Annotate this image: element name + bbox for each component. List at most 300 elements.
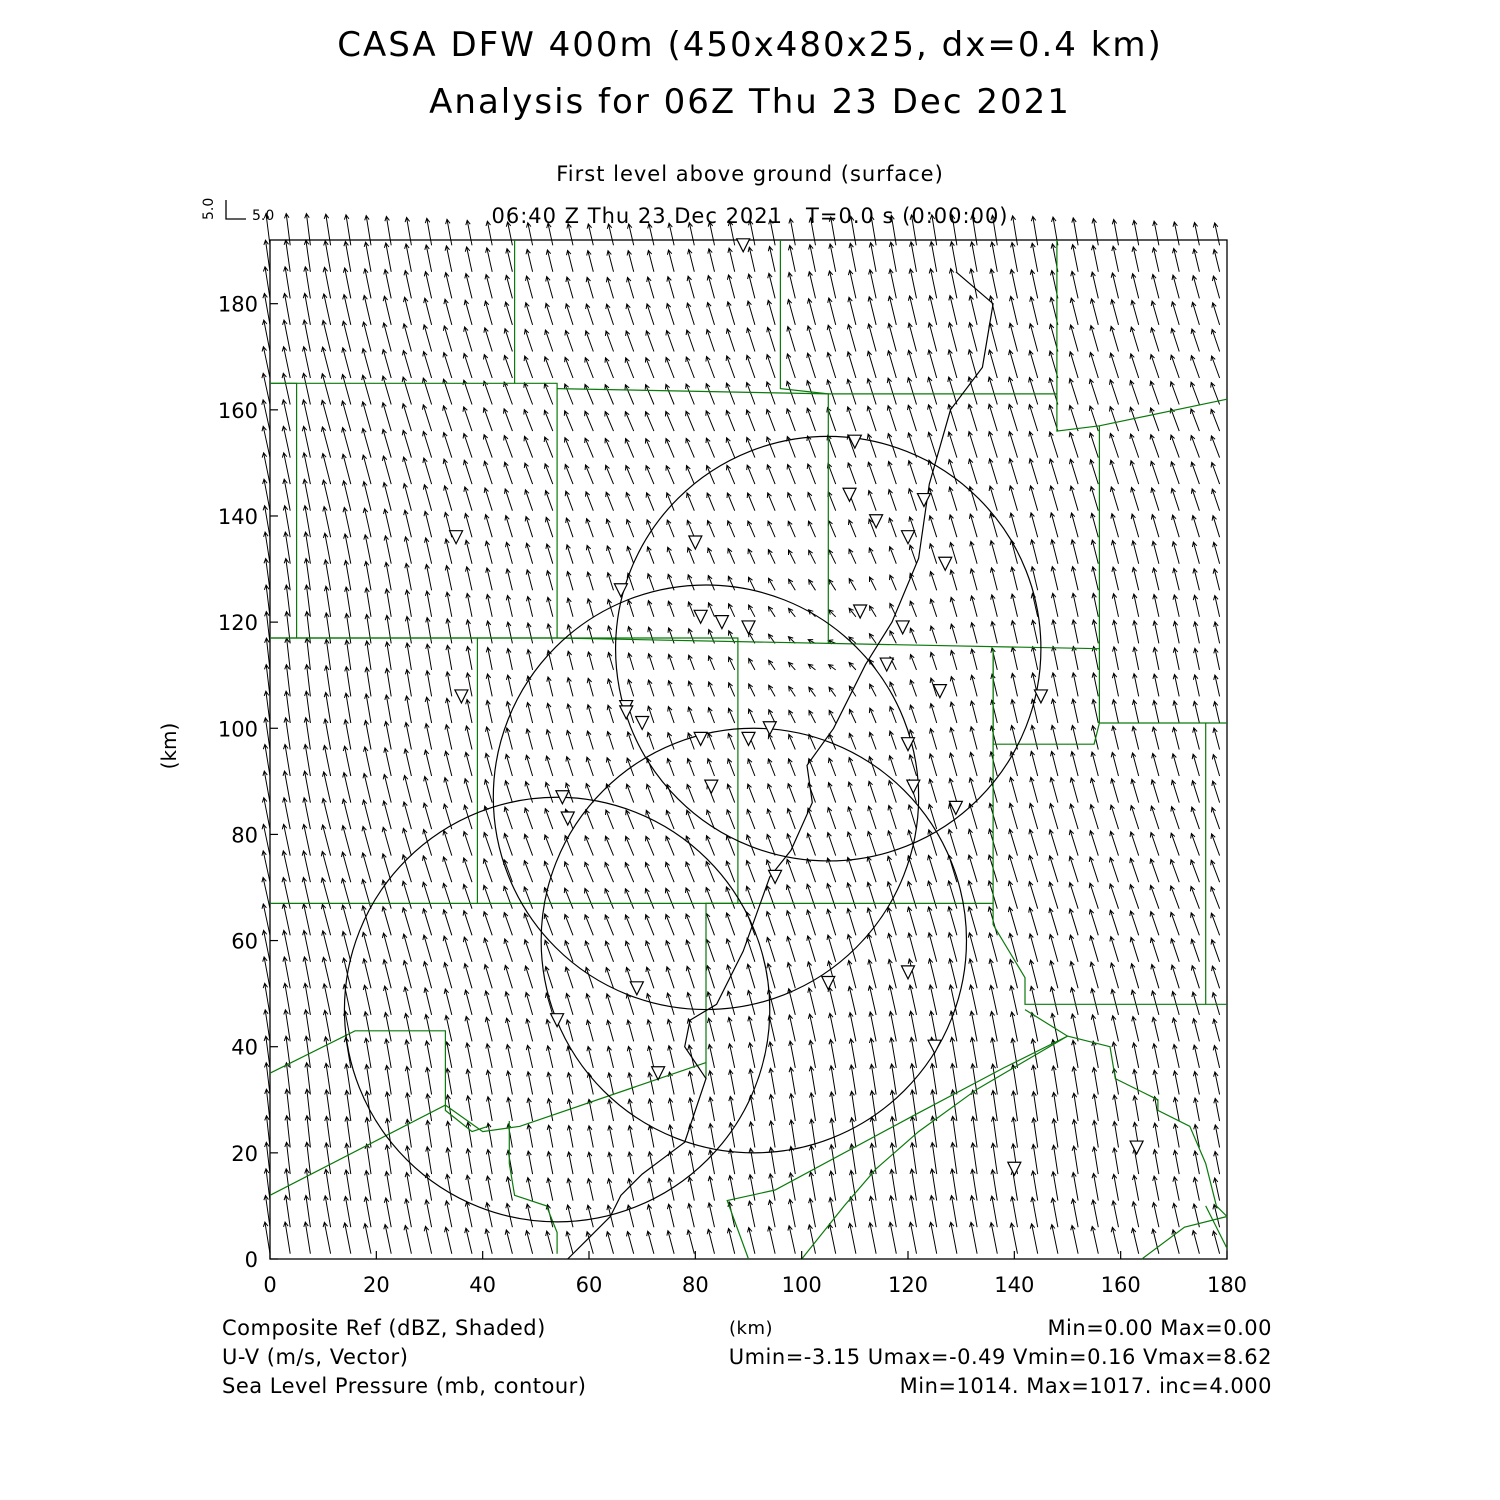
wind-vector [1008, 377, 1017, 404]
wind-vector [628, 1073, 634, 1095]
wind-vector [706, 330, 714, 352]
wind-vector [564, 914, 573, 935]
wind-vector [746, 410, 755, 431]
wind-vector [1051, 567, 1058, 591]
wind-vector [506, 569, 513, 590]
wind-vector [849, 1039, 856, 1068]
wind-vector [1069, 830, 1078, 855]
wind-vector [524, 463, 532, 484]
wind-vector [322, 321, 331, 352]
wind-vector [1092, 1147, 1098, 1174]
wind-vector [1011, 726, 1018, 750]
wind-vector [385, 1172, 391, 1201]
wind-vector [1192, 754, 1199, 776]
wind-vector [446, 1068, 452, 1094]
wind-vector [909, 1222, 917, 1253]
wind-vector [990, 242, 997, 272]
wind-vector [769, 607, 776, 617]
wind-vector [383, 774, 391, 802]
wind-vector [687, 276, 694, 298]
wind-vector [1072, 620, 1078, 644]
wind-vector [666, 331, 674, 352]
wind-vector [282, 453, 290, 484]
wind-vector [910, 628, 917, 643]
x-tick-label: 160 [1100, 1273, 1141, 1297]
wind-vector [1212, 1231, 1219, 1254]
wind-vector [1072, 1146, 1078, 1174]
wind-vector [1151, 991, 1159, 1015]
wind-vector [628, 1152, 634, 1174]
wind-vector [950, 1037, 957, 1068]
wind-vector [1171, 965, 1179, 988]
station-marker [939, 557, 952, 570]
wind-vector [547, 597, 553, 617]
wind-vector [1133, 674, 1139, 697]
wind-vector [748, 247, 755, 272]
wind-vector [1132, 700, 1138, 723]
wind-vector [627, 1020, 634, 1041]
wind-vector [830, 1066, 836, 1095]
wind-vector [890, 1117, 896, 1148]
wind-vector [909, 269, 917, 299]
wind-vector [1150, 912, 1159, 936]
station-marker [880, 658, 893, 671]
wind-vector [1191, 913, 1200, 936]
wind-vector [486, 701, 492, 724]
wind-vector [1151, 488, 1159, 511]
wind-vector [809, 1040, 816, 1068]
wind-vector [1212, 966, 1220, 988]
wind-vector [587, 1205, 594, 1227]
wind-vector [929, 779, 937, 803]
wind-vector [707, 276, 714, 299]
station-marker [455, 690, 468, 703]
wind-vector [606, 1232, 613, 1254]
wind-vector [647, 547, 654, 564]
wind-vector [506, 249, 513, 272]
wind-vector [345, 1064, 351, 1095]
wind-vector [688, 733, 695, 750]
wind-vector [463, 434, 472, 458]
wind-vector [565, 836, 573, 856]
wind-vector [605, 385, 614, 405]
wind-vector [1092, 593, 1098, 616]
wind-vector [888, 781, 896, 803]
wind-vector [1112, 220, 1118, 246]
wind-vector [465, 247, 472, 272]
station-marker [896, 621, 909, 634]
wind-vector [524, 329, 532, 351]
wind-vector [769, 710, 776, 723]
wind-vector [1191, 436, 1200, 458]
wind-vector [847, 379, 856, 404]
wind-vector [607, 732, 614, 750]
wind-vector [362, 932, 371, 962]
county-boundary [270, 1031, 488, 1132]
wind-vector [464, 487, 472, 511]
wind-vector [788, 1226, 795, 1254]
wind-vector [1009, 432, 1018, 458]
wind-vector [362, 349, 371, 378]
wind-vector [1110, 380, 1119, 405]
wind-vector [588, 1126, 594, 1148]
wind-vector [545, 330, 553, 352]
wind-vector [648, 1125, 654, 1147]
wind-vector [990, 513, 998, 537]
wind-vector [1170, 860, 1179, 883]
wind-vector [828, 987, 836, 1015]
wind-vector [666, 466, 674, 484]
wind-vector [1151, 515, 1159, 538]
wind-vector [646, 836, 654, 855]
wind-vector [1050, 486, 1058, 511]
wind-vector [1032, 1065, 1038, 1094]
wind-vector [930, 1011, 937, 1041]
wind-vector [666, 810, 674, 829]
wind-vector [463, 407, 472, 431]
wind-vector [708, 1203, 715, 1227]
wind-vector [1031, 540, 1038, 564]
wind-vector [1170, 912, 1179, 935]
wind-vector [525, 992, 532, 1015]
wind-vector [1131, 779, 1139, 802]
wind-vector [423, 803, 431, 829]
wind-vector [969, 514, 977, 537]
wind-vector [769, 685, 775, 696]
wind-vector [443, 936, 452, 962]
wind-vector [626, 466, 634, 485]
wind-vector [1132, 1043, 1138, 1068]
wind-vector [526, 729, 533, 750]
wind-vector [1031, 1171, 1037, 1201]
wind-vector [446, 619, 452, 644]
wind-vector [1009, 323, 1018, 351]
x-tick-label: 40 [469, 1273, 497, 1297]
station-marker [737, 239, 750, 252]
wind-vector [910, 680, 917, 696]
wind-vector [1150, 938, 1159, 962]
wind-vector [424, 777, 432, 803]
wind-vector [1049, 459, 1058, 484]
wind-vector [626, 331, 634, 352]
wind-vector [423, 909, 432, 936]
wind-vector [647, 1020, 654, 1042]
wind-vector [405, 563, 412, 590]
wind-vector [908, 461, 917, 484]
wind-vector [1213, 250, 1220, 272]
wind-vector [446, 592, 452, 617]
wind-vector [688, 707, 694, 723]
wind-vector [606, 994, 613, 1015]
wind-vector [1173, 595, 1179, 617]
wind-vector [466, 646, 472, 670]
wind-vector [849, 579, 856, 591]
wind-vector [928, 377, 937, 404]
y-tick-label: 160 [217, 398, 258, 423]
wind-vector [465, 514, 473, 538]
wind-vector [405, 696, 411, 723]
wind-vector [688, 1151, 694, 1174]
wind-vector-layer [262, 214, 1220, 1254]
wind-vector [706, 888, 715, 909]
wind-vector [867, 831, 876, 855]
wind-vector [868, 781, 876, 802]
footer-ref-minmax: Min=0.00 Max=0.00 [1047, 1316, 1272, 1340]
wind-vector [1170, 408, 1179, 431]
wind-vector [1211, 356, 1220, 378]
wind-vector [1151, 806, 1159, 829]
wind-vector [688, 681, 694, 696]
wind-vector [1049, 856, 1058, 882]
wind-vector [1052, 1119, 1058, 1148]
wind-vector [809, 245, 816, 272]
wind-vector [727, 810, 735, 829]
wind-vector [1171, 833, 1180, 856]
wind-vector [766, 886, 775, 909]
wind-vector [849, 243, 856, 271]
wind-vector [950, 702, 957, 723]
footer-slp-contour: Sea Level Pressure (mb, contour) [222, 1374, 587, 1398]
wind-vector [1052, 593, 1058, 617]
wind-vector [848, 782, 856, 803]
wind-vector [1152, 753, 1159, 776]
wind-vector [1009, 803, 1017, 829]
wind-vector [487, 1097, 493, 1121]
wind-vector [789, 1094, 795, 1121]
wind-vector [1092, 1173, 1098, 1200]
wind-vector [1171, 462, 1180, 484]
wind-vector [667, 1019, 674, 1041]
ref-vector-v-label: 5.0 [201, 197, 217, 220]
wind-vector [345, 640, 351, 670]
footer-composite-ref: Composite Ref (dBZ, Shaded) [222, 1316, 546, 1340]
y-tick-label: 20 [231, 1141, 258, 1166]
wind-vector [1090, 352, 1099, 378]
wind-vector [585, 967, 593, 988]
wind-vector [787, 327, 795, 352]
wind-vector [425, 245, 432, 272]
wind-vector [646, 466, 654, 485]
station-marker [689, 536, 702, 549]
wind-vector [909, 1011, 916, 1041]
wind-vector [1173, 648, 1179, 670]
station-marker [630, 982, 643, 995]
wind-vector [1153, 674, 1159, 696]
wind-vector [991, 215, 997, 245]
wind-vector [1212, 755, 1219, 777]
wind-vector [1170, 382, 1179, 405]
wind-vector [727, 275, 734, 299]
wind-vector [971, 1090, 977, 1121]
wind-vector [1153, 1123, 1159, 1147]
wind-vector [970, 542, 977, 564]
wind-vector [910, 242, 917, 272]
wind-vector [565, 438, 574, 458]
wind-vector [1133, 594, 1139, 617]
wind-vector [1071, 1226, 1078, 1254]
wind-vector [708, 603, 714, 617]
wind-vector [342, 481, 350, 511]
wind-vector [547, 1152, 553, 1175]
wind-vector [526, 543, 533, 564]
wind-vector [628, 680, 634, 697]
wind-vector [1009, 486, 1017, 511]
wind-vector [971, 215, 977, 245]
wind-vector [423, 962, 431, 989]
wind-vector [524, 356, 533, 378]
wind-vector [848, 297, 856, 325]
wind-vector [265, 638, 270, 670]
wind-vector [788, 784, 796, 803]
station-marker [551, 1014, 564, 1027]
wind-vector [646, 941, 654, 962]
wind-vector [910, 601, 917, 617]
wind-vector [1029, 405, 1038, 432]
wind-vector [504, 807, 512, 829]
wind-vector [648, 706, 654, 723]
wind-vector [747, 964, 755, 988]
wind-vector [545, 809, 553, 830]
wind-vector [990, 985, 998, 1015]
wind-vector [363, 508, 371, 537]
wind-vector [768, 1227, 775, 1254]
wind-vector [484, 938, 493, 962]
y-tick-label: 120 [217, 611, 258, 636]
wind-vector [706, 438, 715, 458]
wind-vector [667, 759, 674, 777]
wind-vector [464, 964, 472, 989]
wind-vector [747, 328, 755, 351]
wind-vector [527, 1151, 533, 1174]
wind-vector [544, 914, 553, 935]
wind-vector [1111, 273, 1118, 299]
wind-vector [484, 488, 492, 511]
wind-vector [506, 675, 512, 696]
wind-vector [1010, 777, 1018, 802]
wind-vector [749, 1148, 755, 1174]
wind-vector [1173, 568, 1180, 590]
wind-vector [971, 649, 978, 670]
wind-vector [910, 655, 917, 670]
wind-vector [889, 269, 897, 298]
wind-vector [466, 1149, 472, 1174]
wind-vector [1051, 699, 1058, 723]
wind-vector [667, 520, 674, 537]
wind-vector [748, 549, 755, 564]
wind-vector [850, 1091, 856, 1121]
wind-vector [344, 241, 351, 271]
wind-vector [527, 1072, 533, 1095]
wind-vector [1130, 461, 1139, 484]
wind-vector [1030, 270, 1037, 298]
wind-vector [1213, 223, 1219, 245]
wind-vector [708, 1045, 715, 1068]
wind-vector [1194, 1151, 1200, 1174]
wind-vector [585, 438, 594, 458]
wind-vector [1030, 777, 1038, 802]
wind-vector [950, 651, 957, 670]
wind-vector [1052, 1145, 1058, 1174]
wind-vector [444, 778, 452, 803]
wind-vector [848, 270, 856, 298]
wind-vector [1211, 436, 1220, 458]
wind-vector [647, 1231, 654, 1254]
wind-vector [504, 939, 512, 962]
wind-vector [586, 304, 594, 325]
wind-vector [867, 351, 876, 378]
wind-vector [1133, 220, 1139, 245]
wind-vector [726, 329, 734, 352]
wind-vector [645, 385, 654, 405]
wind-vector [769, 220, 775, 246]
wind-vector [948, 460, 957, 485]
wind-vector [504, 355, 513, 378]
wind-vector [930, 729, 937, 750]
wind-vector [345, 587, 351, 617]
county-boundary [270, 383, 297, 638]
wind-vector [524, 940, 532, 962]
wind-vector [848, 807, 856, 829]
wind-vector [385, 669, 391, 697]
wind-vector [585, 384, 594, 404]
wind-vector [506, 728, 513, 750]
wind-vector [1092, 1068, 1098, 1095]
wind-vector [1132, 541, 1139, 564]
wind-vector [1008, 881, 1017, 909]
wind-vector [342, 401, 351, 431]
y-tick-label: 100 [217, 717, 258, 742]
wind-vector [748, 1201, 755, 1227]
wind-vector [445, 1042, 452, 1068]
wind-vector [364, 721, 371, 750]
wind-vector [343, 773, 351, 803]
wind-vector [1130, 937, 1139, 962]
wind-vector [808, 664, 815, 670]
wind-vector [285, 638, 290, 670]
wind-vector [989, 459, 998, 484]
wind-vector [1171, 780, 1179, 802]
wind-vector [1110, 433, 1119, 457]
wind-vector [849, 637, 856, 643]
station-marker [917, 494, 930, 507]
wind-vector [788, 759, 795, 776]
wind-vector [686, 466, 694, 485]
wind-vector [989, 486, 997, 511]
wind-vector [748, 1228, 755, 1254]
wind-vector [728, 604, 734, 617]
county-boundary [780, 240, 828, 394]
wind-vector [587, 224, 593, 245]
wind-vector [729, 1149, 735, 1174]
wind-vector [567, 224, 573, 246]
wind-vector [1089, 433, 1098, 458]
wind-vector [446, 1121, 452, 1147]
wind-vector [829, 1171, 835, 1201]
wind-vector [1151, 461, 1159, 484]
wind-vector [767, 465, 775, 484]
wind-vector [322, 825, 331, 856]
wind-vector [628, 224, 634, 245]
wind-vector [1110, 831, 1119, 855]
wind-vector [463, 937, 472, 962]
wind-vector [1194, 1098, 1200, 1121]
wind-vector [930, 652, 937, 670]
wind-vector [729, 1070, 735, 1095]
wind-vector [807, 464, 815, 484]
station-marker [1034, 690, 1047, 703]
wind-vector [1091, 1015, 1098, 1042]
wind-vector [445, 1201, 452, 1227]
